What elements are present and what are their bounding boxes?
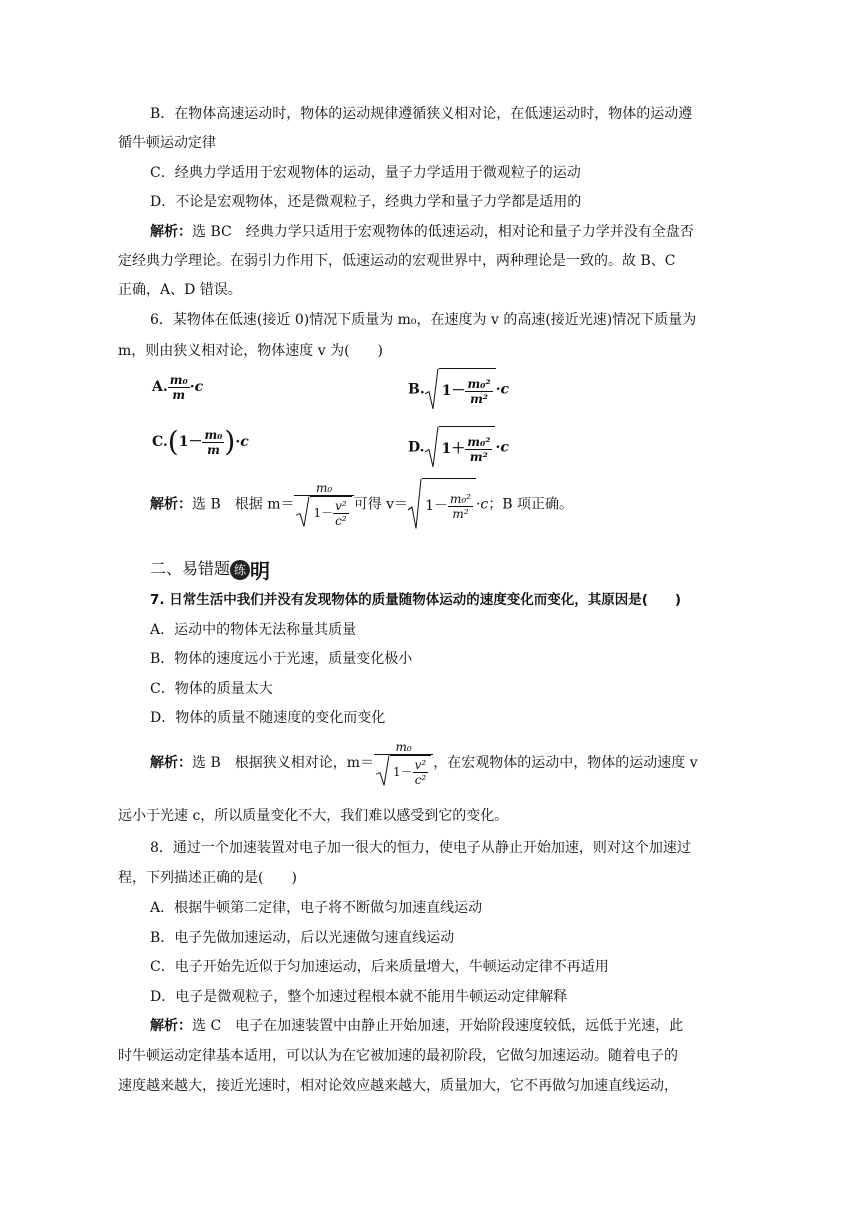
- denominator: m²: [469, 449, 488, 464]
- numerator: m₀: [294, 481, 353, 496]
- one-minus: 1－: [393, 764, 413, 779]
- numerator: m₀: [374, 740, 433, 755]
- one-minus: 1－: [178, 434, 203, 450]
- denominator: c²: [414, 772, 427, 787]
- answer-label: 解析：: [150, 1018, 192, 1034]
- q5-answer-line3: 正确，A、D 错误。: [118, 282, 242, 298]
- q6-option-b: [408, 368, 509, 411]
- q6-answer: [150, 478, 573, 531]
- numerator: v²: [414, 757, 427, 772]
- numerator: v²: [335, 499, 347, 513]
- denominator: m²: [470, 391, 489, 406]
- one-plus: 1＋: [441, 441, 466, 457]
- denominator: m²: [452, 506, 469, 521]
- answer-label: 解析：: [150, 755, 192, 771]
- numerator: m₀²: [467, 376, 491, 391]
- one-minus: 1－: [425, 498, 448, 514]
- q5-answer-line2: 定经典力学理论。在弱引力作用下，低速运动的宏观世界中，两种理论是一致的。故 B、C: [118, 253, 676, 269]
- times-c: ·c: [475, 496, 489, 513]
- q7-answer-line2: 远小于光速 c，所以质量变化不大，我们难以感受到它的变化。: [118, 808, 509, 824]
- q8-stem-line2: 程，下列描述正确的是( ): [118, 870, 297, 886]
- q8-answer-line3: 速度越来越大，接近光速时，相对论效应越来越大，质量加大，它不再做匀加速直线运动，: [118, 1078, 678, 1094]
- answer-text: ；B 项正确。: [488, 496, 574, 513]
- answer-text: 选 B 根据狭义相对论，m＝: [192, 755, 375, 771]
- option-c-label: C.: [152, 434, 168, 450]
- mass-formula: [294, 481, 353, 528]
- section-title-big: 明: [250, 559, 271, 583]
- option-b-label: B.: [408, 381, 425, 398]
- q8-option-d: D．电子是微观粒子，整个加速过程根本就不能用牛顿运动定律解释: [150, 989, 568, 1005]
- answer-label: 解析：: [150, 496, 192, 513]
- q6-option-d: [408, 426, 509, 469]
- practice-badge-icon: 练: [230, 560, 250, 580]
- q5-option-d: D．不论是宏观物体，还是微观粒子，经典力学和量子力学都是适用的: [150, 194, 582, 210]
- q8-option-c: C．电子开始先近似于匀加速运动，后来质量增大，牛顿运动定律不再适用: [150, 959, 609, 975]
- denominator: m: [207, 442, 220, 457]
- q8-answer-line1: [150, 1016, 683, 1036]
- q6-option-c: C.(1－ $\frac{\text{m₀}}{m}$ )·c: [152, 425, 249, 458]
- answer-text: ，在宏观物体的运动中，物体的运动速度 v: [433, 755, 698, 771]
- answer-text: 选 C 电子在加速装置中由静止开始加速，开始阶段速度较低，远低于光速，此: [192, 1018, 684, 1034]
- mass-formula: [374, 740, 433, 787]
- sqrt-expression: [408, 478, 476, 531]
- one-minus: 1－: [441, 383, 466, 399]
- section-title: 二、易错题: [150, 559, 231, 578]
- q8-option-a: A．根据牛顿第二定律，电子将不断做匀加速直线运动: [150, 900, 483, 916]
- option-d-label: D.: [408, 439, 425, 456]
- denominator: c²: [335, 514, 347, 528]
- answer-label: 解析：: [150, 224, 192, 240]
- denominator: m: [172, 387, 186, 402]
- answer-text: 可得 v＝: [353, 496, 409, 513]
- sqrt-expression: [425, 426, 496, 469]
- q5-option-b-line2: 循牛顿运动定律: [118, 135, 216, 151]
- numerator: m₀²: [467, 434, 491, 449]
- one-minus: 1－: [313, 506, 334, 520]
- numerator: m₀: [169, 372, 188, 387]
- option-a-label: A.: [152, 379, 168, 395]
- q8-stem-line1: 8．通过一个加速装置对电子加一很大的恒力，使电子从静止开始加速，则对这个加速过: [150, 840, 691, 856]
- q7-option-b: B．物体的速度远小于光速，质量变化极小: [150, 651, 413, 667]
- times-c: ·c: [235, 434, 249, 450]
- q7-option-d: D．物体的质量不随速度的变化而变化: [150, 710, 386, 726]
- sqrt-expression: [376, 755, 431, 787]
- sqrt-expression: [425, 368, 496, 411]
- numerator: m₀²: [449, 491, 471, 506]
- q8-answer-line2: 时牛顿运动定律基本适用，可以认为在它被加速的最初阶段，它做匀加速运动。随着电子的: [118, 1048, 678, 1064]
- q7-option-c: C．物体的质量太大: [150, 681, 273, 697]
- q7-stem: 7. 日常生活中我们并没有发现物体的质量随物体运动的速度变化而变化，其原因是( ): [150, 592, 682, 608]
- q5-option-b-line1: B．在物体高速运动时，物体的运动规律遵循狭义相对论，在低速运动时，物体的运动遵: [150, 106, 693, 122]
- numerator: m₀: [204, 427, 223, 442]
- section-heading: [150, 555, 270, 584]
- answer-text: 选 B 根据 m＝: [192, 496, 295, 513]
- q6-option-a: [152, 372, 203, 402]
- times-c: ·c: [495, 439, 509, 456]
- q5-answer-text: 选 BC 经典力学只适用于宏观物体的低速运动，相对论和量子力学并没有全盘否: [192, 224, 694, 240]
- q6-stem-line1: 6．某物体在低速(接近 0)情况下质量为 m₀，在速度为 v 的高速(接近光速)情况下质量为: [150, 312, 697, 328]
- q8-option-b: B．电子先做加速运动，后以光速做匀速直线运动: [150, 930, 455, 946]
- sqrt-expression: [296, 496, 351, 528]
- times-c: ·c: [189, 379, 204, 395]
- q5-option-c: C．经典力学适用于宏观物体的运动，量子力学适用于微观粒子的运动: [150, 165, 581, 181]
- q5-answer-line1: [150, 222, 694, 242]
- q7-answer-line1: [150, 738, 698, 788]
- q7-option-a: A．运动中的物体无法称量其质量: [150, 622, 357, 638]
- q6-stem-line2: m，则由狭义相对论，物体速度 v 为( ): [118, 343, 384, 359]
- times-c: ·c: [495, 381, 510, 398]
